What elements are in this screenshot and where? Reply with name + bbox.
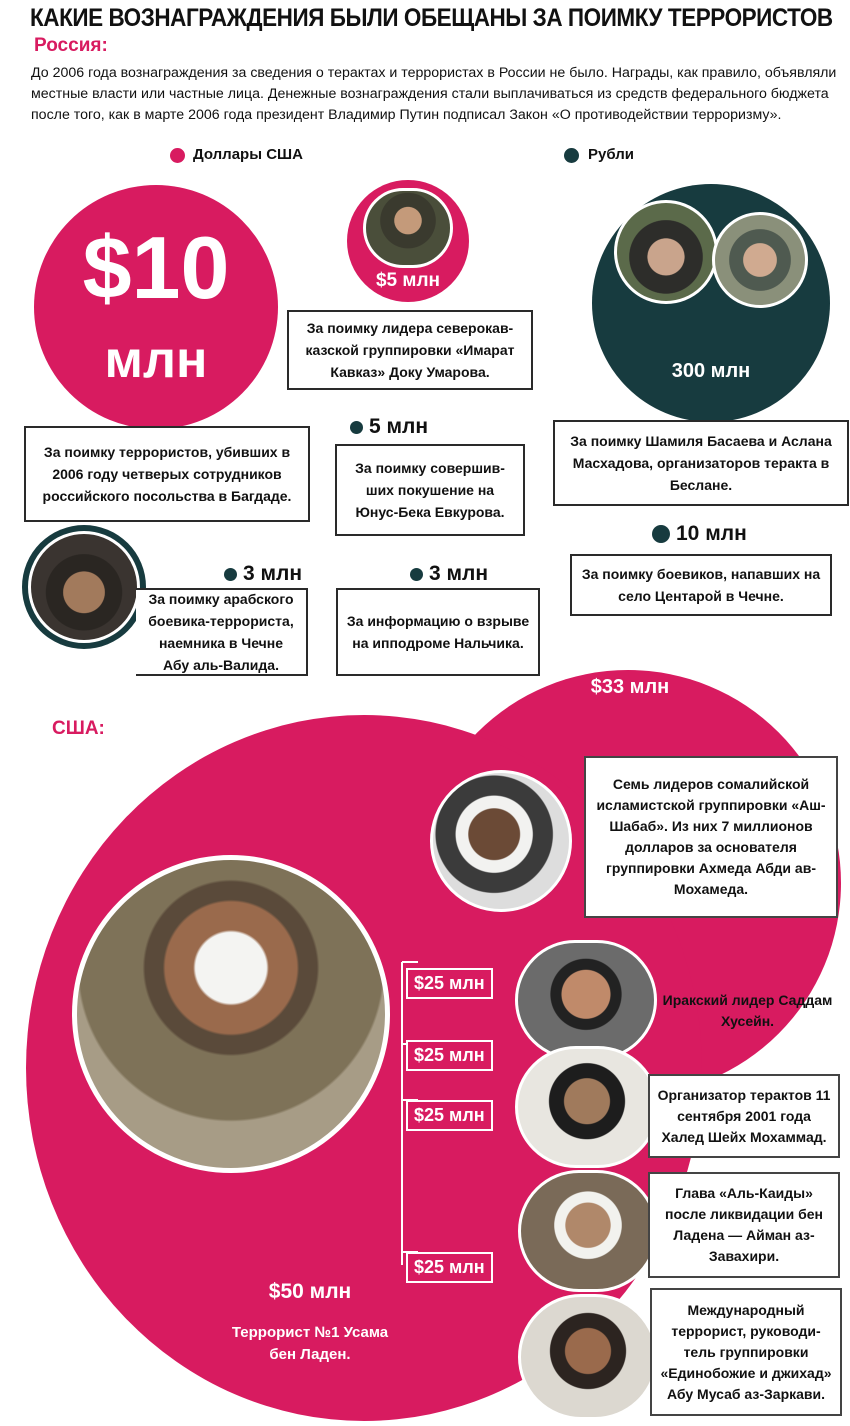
zawahiri-text: Глава «Аль-Каиды» после ликвидации бен Ладена — Айман аз-Завахири. (648, 1172, 840, 1278)
reward-10m-text: За поимку террористов, убивших в 2006 году четверых сотрудников российского посольства в Багдаде. (24, 426, 310, 522)
khalid-amount: $25 млн (406, 1040, 493, 1071)
nalchik-amount-label: 3 млн (429, 562, 489, 585)
laden-text: Террорист №1 Усама бен Ладен. (231, 1324, 389, 1363)
zawahiri-left-amount: $25 млн (406, 1100, 493, 1131)
basaev-text: За поимку Шамиля Басаева и Аслана Масхадова, организаторов теракта в Беслане. (553, 420, 849, 506)
reward-10m-unit: млн (104, 331, 208, 389)
zarqawi-photo (518, 1294, 658, 1420)
reward-10m-value: $10 (82, 218, 230, 317)
zarqawi-text: Международный террорист, руководи-тель группировки «Единобожие и джихад» Абу Мусаб аз-Заркави. (650, 1288, 842, 1416)
walid-amount-label: 3 млн (243, 562, 303, 585)
page-title: КАКИЕ ВОЗНАГРАЖДЕНИЯ БЫЛИ ОБЕЩАНЫ ЗА ПОИМКУ ТЕРРОРИСТОВ (30, 4, 833, 32)
nalchik-text: За информацию о взрыве на ипподроме Нальчика. (336, 588, 540, 676)
basaev-amount: 300 млн (671, 360, 751, 382)
usa-heading: США: (52, 718, 105, 739)
khalid-photo (515, 1046, 659, 1168)
khalid-text: Организатор терактов 11 сентября 2001 года Халед Шейх Мохаммад. (648, 1074, 840, 1158)
zawahiri-photo (518, 1170, 658, 1292)
evkurov-text: За поимку совершив-ших покушение на Юнус-Бека Евкурова. (335, 444, 525, 536)
shabab-text: Семь лидеров сомалийской исламистской группировки «Аш-Шабаб». Из них 7 миллионов долларов за основателя группировки Ахмеда Абди ав-Мохамеда. (584, 756, 838, 918)
saddam-text: Иракский лидер Саддам Хусейн. (662, 992, 833, 1029)
tsentaroy-amount-label: 10 млн (676, 522, 747, 545)
tsentaroy-text: За поимку боевиков, напавших на село Центарой в Чечне. (570, 554, 832, 616)
russia-intro: До 2006 года вознаграждения за сведения о терактах и террористах в России не было. Награды, как правило, объявляли местные власти или частные лица. Денежные вознаграждения стали выплачиваться из средств федерального бюджета после того, как в марте 2006 года президент Владимир Путин подписал Закон «О противодействии терроризму». (31, 65, 837, 123)
russia-heading: Россия: (34, 35, 108, 56)
zarqawi-amount: $25 млн (406, 1252, 493, 1283)
shabab-amount: $33 млн (590, 676, 670, 698)
saddam-photo (515, 940, 657, 1060)
walid-text: За поимку арабского боевика-террориста, наемника в Чечне Абу аль-Валида. (136, 588, 308, 676)
legend-usd-label: Доллары США (193, 146, 303, 163)
laden-amount: $50 млн (268, 1280, 352, 1303)
legend-rub-label: Рубли (588, 146, 634, 163)
saddam-amount: $25 млн (406, 968, 493, 999)
evkurov-amount-label: 5 млн (369, 415, 429, 438)
umarov-text: За поимку лидера северокав-казской группировки «Имарат Кавказ» Доку Умарова. (287, 310, 533, 390)
umarov-amount: $5 млн (375, 270, 440, 291)
